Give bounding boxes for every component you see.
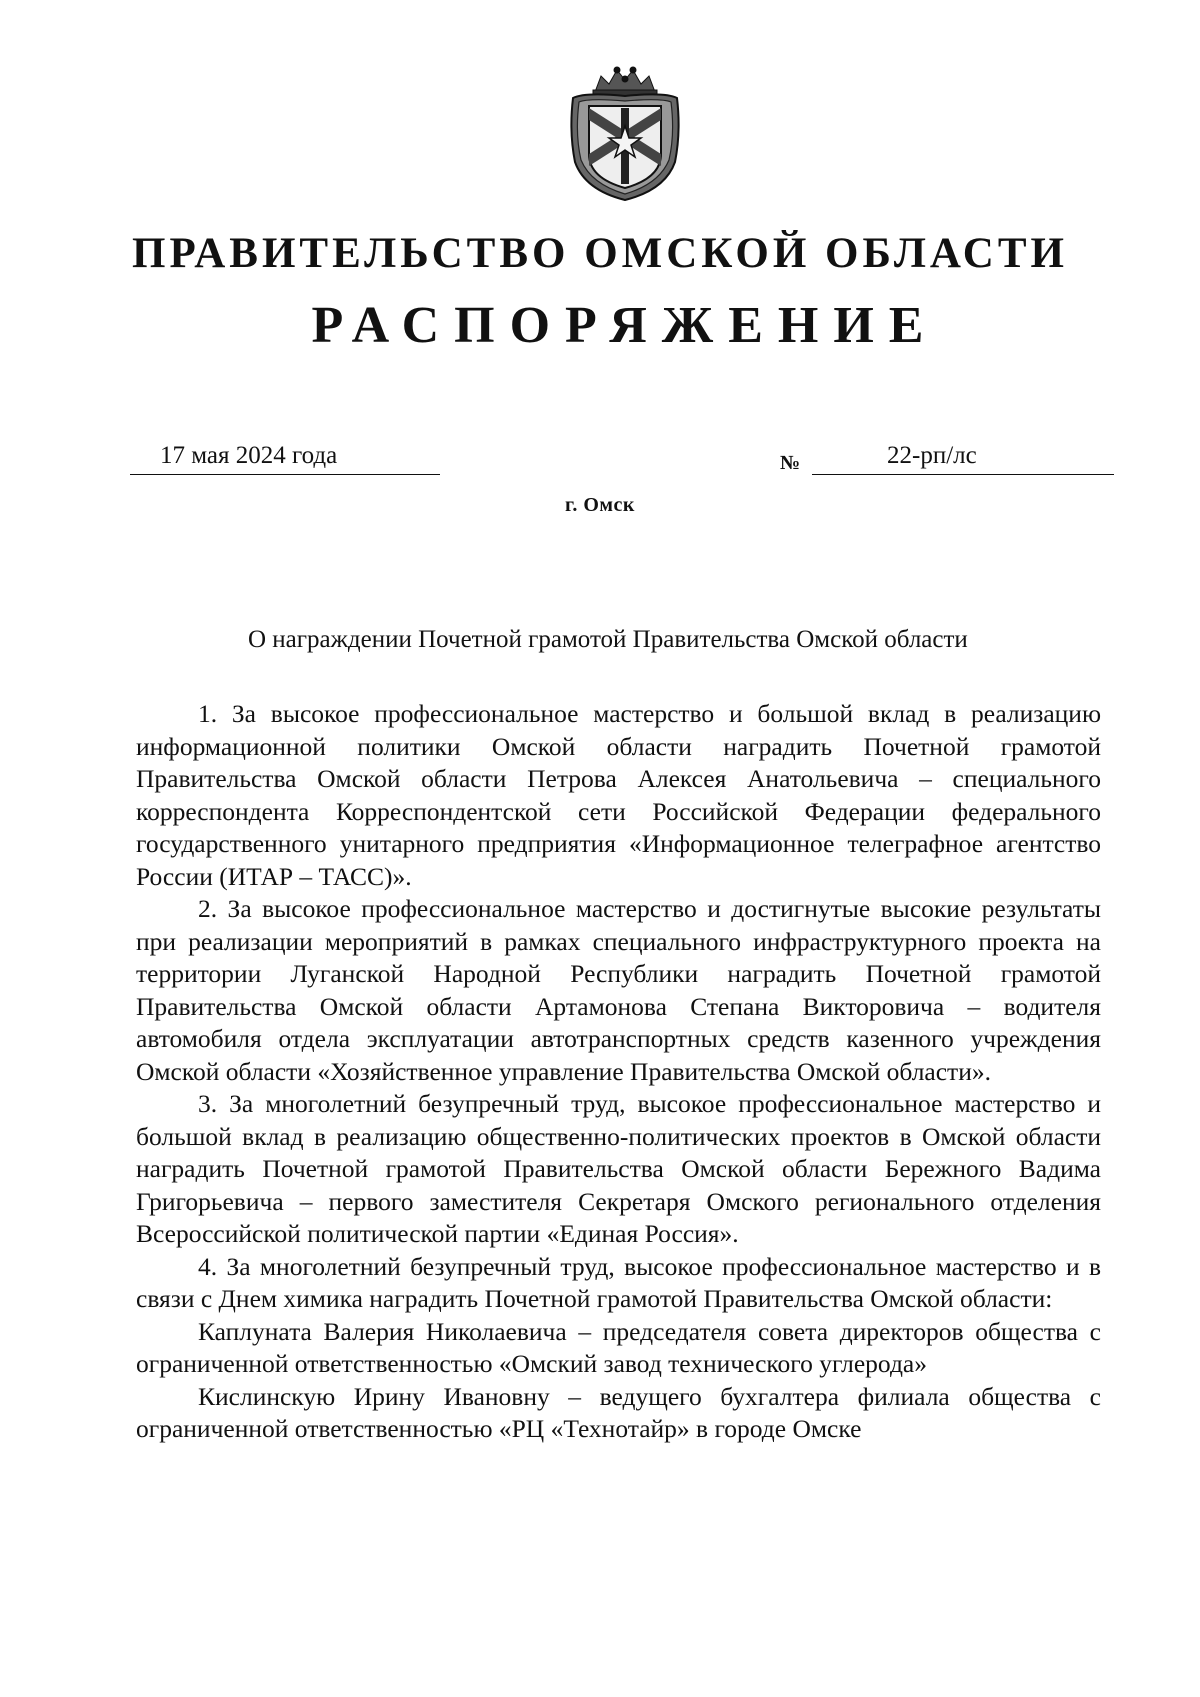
paragraph-3: 3. За многолетний безупречный труд, высокое профессиональное мастерство и большой вклад в реализацию общественно-политических проектов в Омской области наградить Почетной грамотой Правительства Омской области Бережного Вадима Григорьевича – первого заместителя Секретаря Омского регионального отделения Всероссийской политической партии «Единая Россия». [136,1089,1101,1248]
number-label: № [780,452,801,474]
awardee-paragraph: Кислинскую Ирину Ивановну – ведущего бухгалтера филиала общества с ограниченной ответственностью «РЦ «Технотайр» в городе Омске [136,1381,1101,1443]
document-body [136,698,1101,1446]
document-number-field [812,438,1114,475]
document-date: 17 мая 2024 года [160,442,338,469]
paragraph-2: 2. За высокое профессиональное мастерство и достигнутые высокие результаты при реализации мероприятий в рамках специального инфраструктурного проекта на территории Луганской Народной Республики наградить Почетной грамотой Правительства Омской области Артамонова Степана Викторовича – водителя автомобиля отдела эксплуатации автотранспортных средств казенного учреждения Омской области «Хозяйственное управление Правительства Омской области». [136,894,1101,1086]
paragraph-4: 4. За многолетний безупречный труд, высокое профессиональное мастерство и в связи с Днем химика наградить Почетной грамотой Правительства Омской области: [136,1251,1101,1313]
document-number: 22-рп/лс [887,442,977,469]
organization-title: ПРАВИТЕЛЬСТВО ОМСКОЙ ОБЛАСТИ [132,230,1068,277]
document-date-field [130,438,440,475]
coat-of-arms-icon [565,62,685,202]
city-label: г. Омск [565,494,635,516]
paragraph-1: 1. За высокое профессиональное мастерство и большой вклад в реализацию информационной политики Омской области наградить Почетной грамотой Правительства Омской области Петрова Алексея Анатольевича – специального корреспондента Корреспондентской сети Российской Федерации федерального государственного унитарного предприятия «Информационное телеграфное агентство России (ИТАР – ТАСС)». [136,699,1101,891]
awardee-paragraph: Каплуната Валерия Николаевича – председателя совета директоров общества с ограниченной ответственностью «Омский завод технического углерода» [136,1316,1101,1378]
document-subject: О награждении Почетной грамотой Правительства Омской области [248,626,968,653]
document-type-title: РАСПОРЯЖЕНИЕ [311,297,939,354]
